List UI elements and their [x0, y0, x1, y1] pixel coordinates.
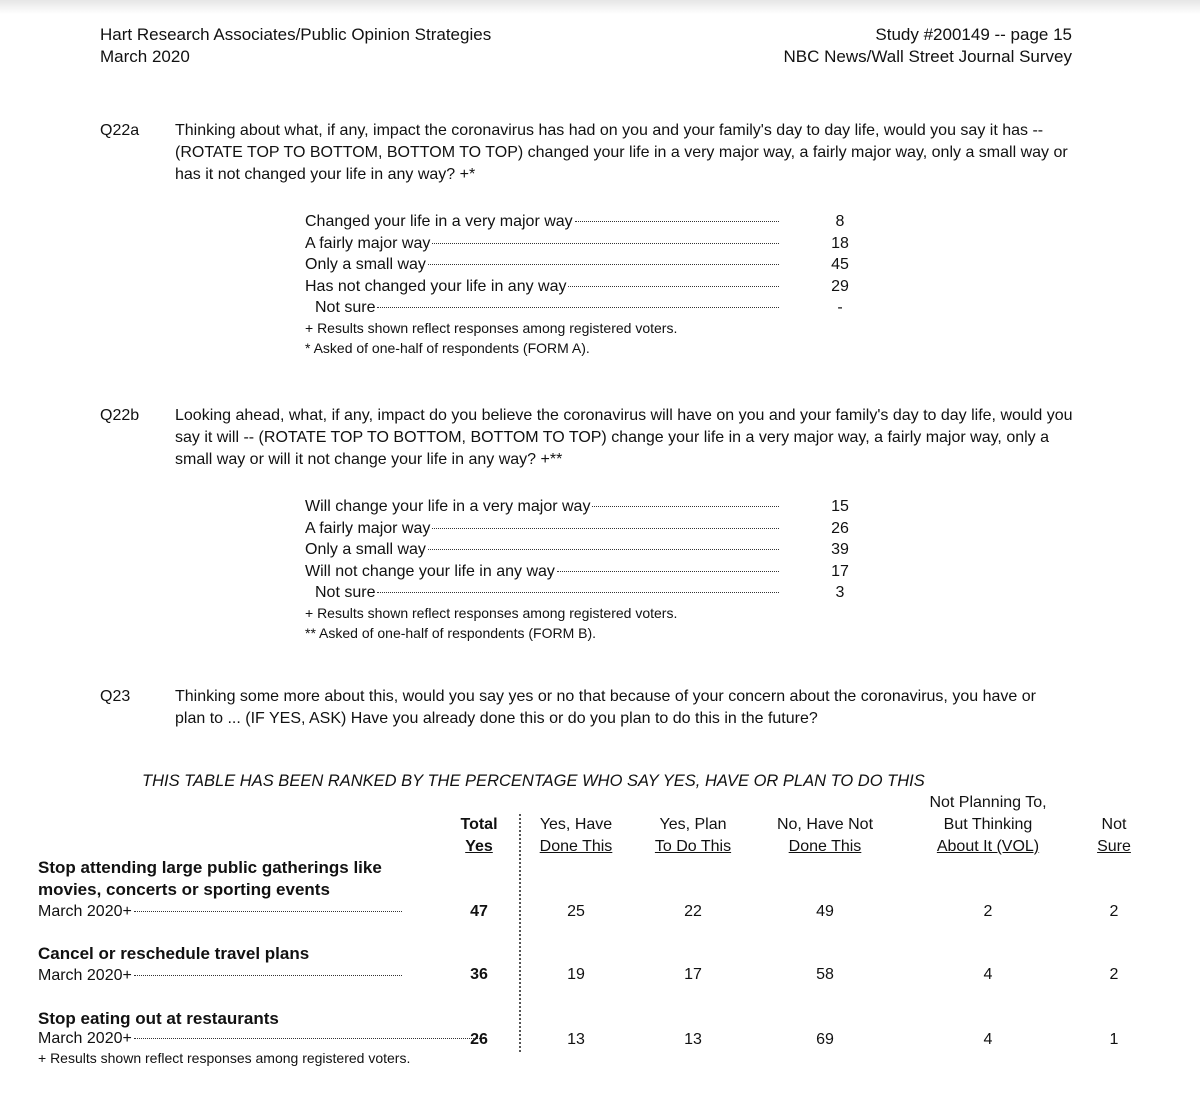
- header-left: [100, 24, 491, 68]
- ranked-note: THIS TABLE HAS BEEN RANKED BY THE PERCENTAGE WHO SAY YES, HAVE OR PLAN TO DO THIS: [142, 772, 925, 790]
- cell-total: 36: [470, 966, 488, 983]
- q22a-options: [305, 211, 783, 319]
- column-divider: [519, 814, 521, 1052]
- cell-done: 13: [567, 1031, 585, 1048]
- q22b-notes: [305, 603, 677, 643]
- q23-label: Q23: [100, 688, 131, 705]
- cell-plan: 22: [684, 903, 702, 920]
- cell-done: 25: [567, 903, 585, 920]
- q22b-text: Looking ahead, what, if any, impact do you believe the coronavirus will have on you and your family's day to day life, would you say it will -- (ROTATE TOP TO BOTTOM, BOTTOM TO TOP) change your life in a very major way, a fairly major way, only a small way or will it not change your life in any way? +**: [175, 407, 1073, 468]
- list-item: Only a small way: [305, 539, 783, 561]
- list-item: Has not changed your life in any way: [305, 276, 783, 298]
- header-org: Hart Research Associates/Public Opinion Strategies: [100, 25, 492, 44]
- value: 17: [831, 562, 849, 580]
- list-item: A fairly major way: [305, 233, 783, 255]
- cell-no-have: 49: [816, 903, 834, 920]
- cell-not-sure: 2: [1109, 903, 1119, 920]
- col-header-done: Yes, Have Done This: [539, 816, 613, 855]
- cell-total: 26: [470, 1031, 488, 1048]
- col-header-total: Total Yes: [460, 816, 498, 855]
- value: 15: [831, 498, 849, 515]
- list-item: A fairly major way: [305, 518, 783, 540]
- value: 26: [831, 519, 849, 537]
- list-item: Will change your life in a very major way: [305, 496, 783, 518]
- value: 18: [831, 234, 849, 252]
- value: -: [837, 299, 843, 316]
- q23-text: Thinking some more about this, would you say yes or no that because of your concern about the coronavirus, you have or plan to ... (IF YES, ASK) Have you already done this or do you plan to do this in the future?: [175, 688, 1036, 727]
- list-item: Only a small way: [305, 254, 783, 276]
- cell-done: 19: [567, 966, 585, 983]
- col-header-no-have: No, Have Not Done This: [776, 816, 874, 855]
- cell-thinking: 4: [983, 966, 993, 983]
- cell-no-have: 58: [816, 966, 834, 983]
- page-top-shadow: [0, 0, 1200, 14]
- header-right: [784, 24, 1072, 68]
- q22a-notes: [305, 318, 677, 358]
- value: 3: [835, 584, 845, 601]
- q22a-label: Q22a: [100, 122, 140, 139]
- q23-note: + Results shown reflect responses among registered voters.: [38, 1050, 411, 1066]
- cell-thinking: 2: [983, 903, 993, 920]
- q22a-text: Thinking about what, if any, impact the coronavirus has had on you and your family's day to day life, would you say it has -- (ROTATE TOP TO BOTTOM, BOTTOM TO TOP) changed your life in a very major way, a fairly major way, only a small way or has it not changed your life in any way? +*: [175, 122, 1068, 183]
- q22a-values: [820, 211, 860, 319]
- list-item: Will not change your life in any way: [305, 561, 783, 583]
- cell-plan: 13: [684, 1031, 702, 1048]
- value: 29: [831, 277, 849, 295]
- cell-no-have: 69: [816, 1031, 834, 1048]
- cell-not-sure: 1: [1109, 1031, 1119, 1048]
- note: ** Asked of one-half of respondents (FORM B).: [305, 625, 597, 641]
- header-survey: NBC News/Wall Street Journal Survey: [783, 47, 1072, 66]
- table-row: Cancel or reschedule travel plans March 2020+: [38, 943, 406, 987]
- table-row: Stop eating out at restaurants March 2020+: [38, 1008, 488, 1048]
- cell-not-sure: 2: [1109, 966, 1119, 983]
- list-item: Not sure: [305, 582, 783, 604]
- q22b-label: Q22b: [100, 407, 140, 424]
- list-item: Not sure: [305, 297, 783, 319]
- note: * Asked of one-half of respondents (FORM A).: [305, 340, 590, 356]
- header-study: Study #200149 -- page 15: [875, 25, 1072, 44]
- table-row: Stop attending large public gatherings like movies, concerts or sporting events March 2020+: [38, 857, 406, 923]
- cell-total: 47: [470, 903, 488, 920]
- value: 8: [835, 213, 845, 230]
- col-header-thinking: Not Planning To, But Thinking About It (VOL): [929, 794, 1047, 855]
- cell-thinking: 4: [983, 1031, 993, 1048]
- q22b-options: [305, 496, 783, 604]
- col-header-plan: Yes, Plan To Do This: [654, 816, 732, 855]
- note: + Results shown reflect responses among registered voters.: [305, 605, 678, 621]
- list-item: Changed your life in a very major way: [305, 211, 783, 233]
- cell-plan: 17: [684, 966, 702, 983]
- note: + Results shown reflect responses among registered voters.: [305, 320, 678, 336]
- value: 39: [831, 541, 849, 558]
- col-header-not-sure: Not Sure: [1097, 816, 1131, 855]
- value: 45: [831, 256, 849, 273]
- q22b-values: [820, 496, 860, 604]
- header-date: March 2020: [100, 47, 190, 66]
